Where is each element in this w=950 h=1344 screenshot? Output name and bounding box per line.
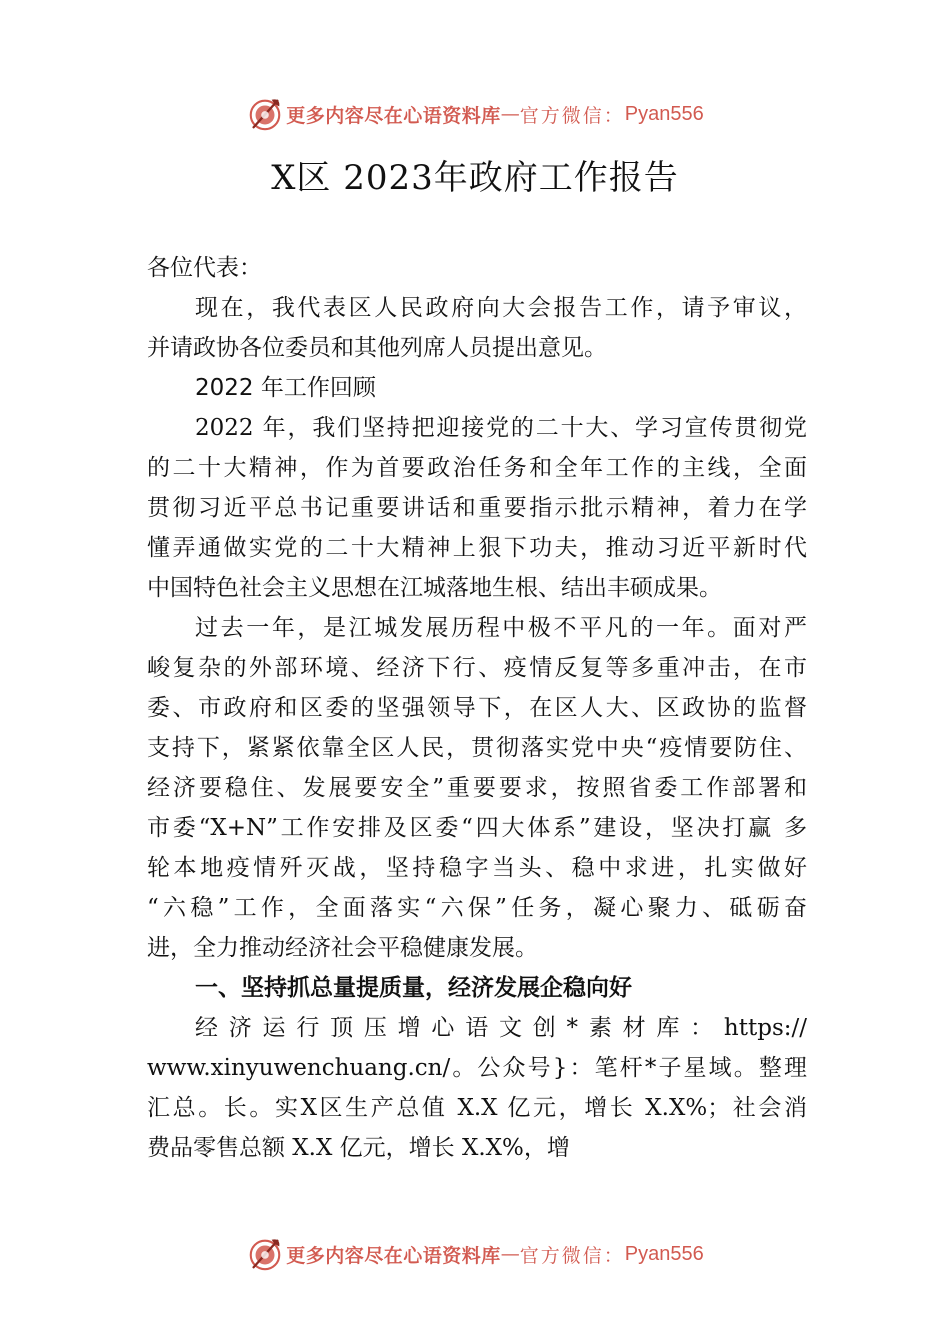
header-watermark	[0, 94, 950, 134]
paragraph-line: 支持下，紧紧依靠全区人民，贯彻落实党中央“疫情要防住、	[147, 735, 807, 761]
paragraph-line: 市委“X+N”工作安排及区委“四大体系”建设，坚决打赢 多	[147, 815, 807, 841]
watermark-wechat-id: Pyan556	[624, 102, 704, 125]
document-title: X区 2023年政府工作报告	[271, 158, 679, 198]
intro-line: 现在，我代表区人民政府向大会报告工作，请予审议，	[195, 295, 807, 321]
watermark-label: 官方微信：	[519, 1244, 625, 1267]
paragraph-line: 过去一年，是江城发展历程中极不平凡的一年。面对严	[195, 615, 807, 641]
footer-watermark	[0, 1234, 950, 1274]
paragraph-line: 进，全力推动经济社会平稳健康发展。	[147, 935, 538, 961]
paragraph-line: 贯彻习近平总书记重要讲话和重要指示批示精神，着力在学	[147, 495, 807, 521]
section-heading: 一、坚持抓总量提质量，经济发展企稳向好	[195, 975, 632, 1001]
paragraph-line: 2022 年，我们坚持把迎接党的二十大、学习宣传贯彻党	[195, 415, 807, 441]
paragraph-line: 的二十大精神，作为首要政治任务和全年工作的主线，全面	[147, 455, 807, 481]
paragraph-line: 经济运行顶压增心语文创*素材库：https://	[195, 1015, 807, 1041]
paragraph-line: 委、市政府和区委的坚强领导下，在区人大、区政协的监督	[147, 695, 807, 721]
quill-seal-icon	[246, 95, 284, 133]
document-body	[147, 248, 807, 1168]
paragraph-line: 中国特色社会主义思想在江城落地生根、结出丰硕成果。	[147, 575, 722, 601]
paragraph-line: 费品零售总额 X.X 亿元，增长 X.X%，增	[147, 1135, 570, 1161]
paragraph-line: www.xinyuwenchuang.cn/。公众号}：笔杆*子星域。整理	[147, 1055, 807, 1081]
paragraph-line: 懂弄通做实党的二十大精神上狠下功夫，推动习近平新时代	[147, 535, 807, 561]
watermark-dash: —	[500, 103, 520, 125]
quill-seal-icon	[246, 1235, 284, 1273]
paragraph-line: 峻复杂的外部环境、经济下行、疫情反复等多重冲击，在市	[147, 655, 807, 681]
intro-line: 并请政协各位委员和其他列席人员提出意见。	[147, 335, 607, 361]
watermark-text: 更多内容尽在心语资料库	[286, 104, 501, 127]
paragraph-line: 经济要稳住、发展要安全”重要要求，按照省委工作部署和	[147, 775, 807, 801]
paragraph-line: 轮本地疫情歼灭战，坚持稳字当头、稳中求进，扎实做好	[147, 855, 807, 881]
watermark-label: 官方微信：	[519, 104, 625, 127]
review-heading: 2022 年工作回顾	[195, 375, 376, 401]
watermark-dash: —	[500, 1243, 520, 1265]
watermark-wechat-id: Pyan556	[624, 1242, 704, 1265]
watermark-text: 更多内容尽在心语资料库	[286, 1244, 501, 1267]
greeting: 各位代表：	[147, 255, 262, 281]
paragraph-line: 汇总。长。实X区生产总值 X.X 亿元，增长 X.X%；社会消	[147, 1095, 807, 1121]
paragraph-line: “六稳”工作，全面落实“六保”任务，凝心聚力、砥砺奋	[147, 895, 807, 921]
